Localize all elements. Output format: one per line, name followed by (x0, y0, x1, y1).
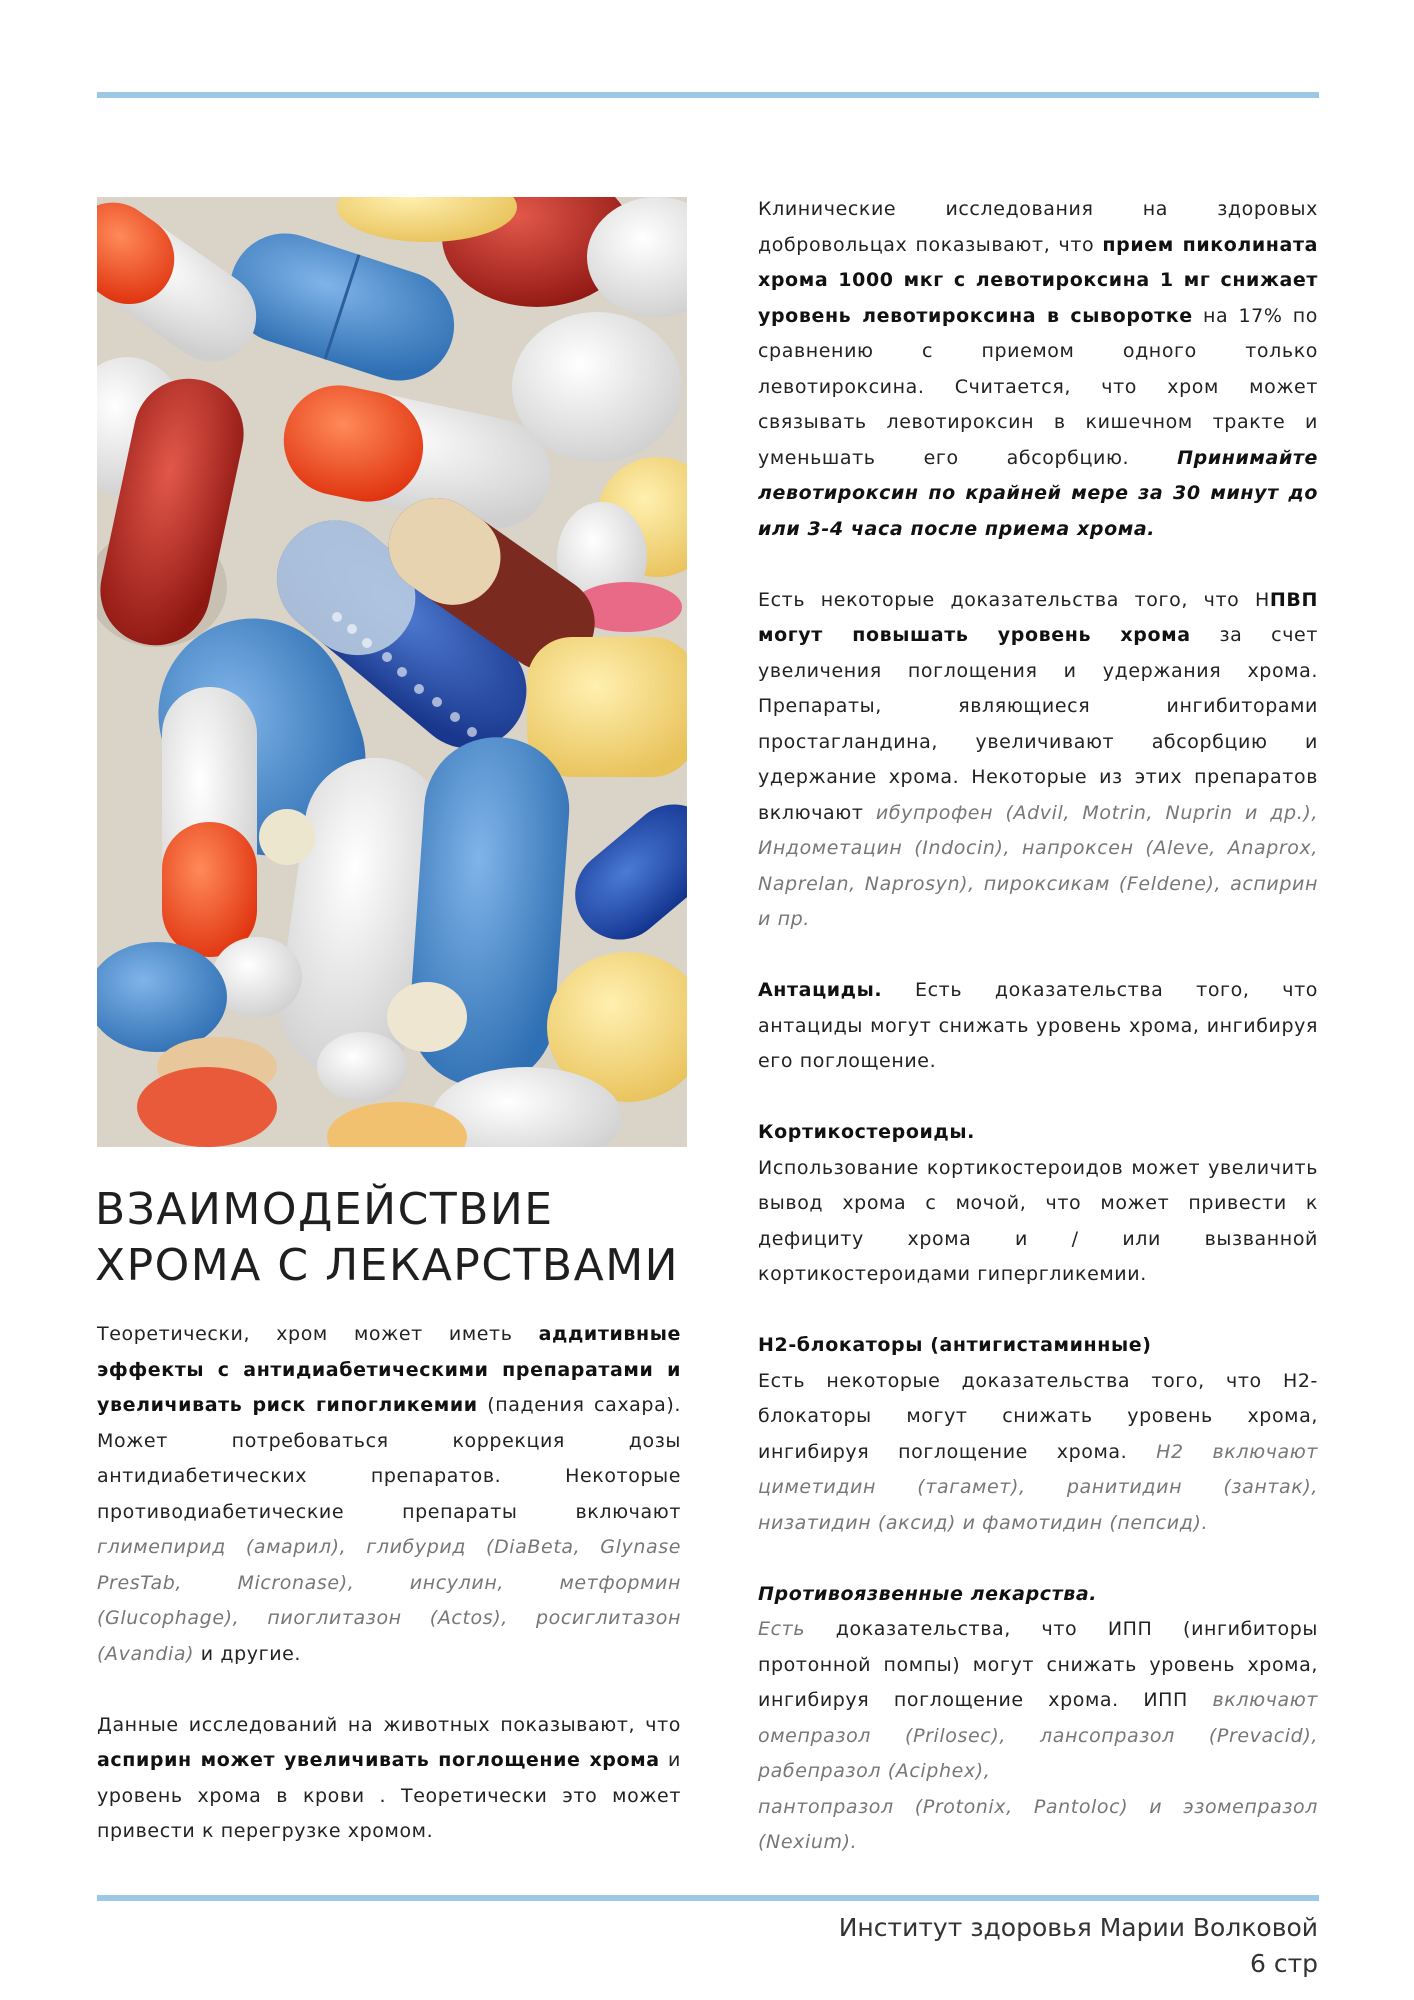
text: Теоретически, хром может иметь (97, 1323, 539, 1345)
heading-corticosteroids (758, 1115, 1318, 1151)
paragraph-antiulcer-cont (758, 1790, 1318, 1861)
right-column (758, 192, 1318, 1861)
paragraph-nsaids (758, 583, 1318, 938)
text: Клинические исследования на здоровых добровольцах показывают, что (758, 198, 1318, 256)
bold-text: прием пиколината хрома 1000 мкг с левотироксина 1 мг снижает уровень левотироксина в сыворотке (758, 233, 1318, 327)
left-column (97, 1317, 681, 1850)
drug-list: включают омепразол (Prilosec), лансопразол (Prevacid), рабепразол (Aciphex), (758, 1689, 1318, 1782)
paragraph-corticosteroids (758, 1151, 1318, 1293)
text: (падения сахара). Может потребоваться коррекция дозы антидиабетических препаратов. Некоторые противодиабетические препараты включают (97, 1394, 681, 1523)
title-line-2: ХРОМА С ЛЕКАРСТВАМИ (95, 1240, 680, 1291)
heading-h2-blockers (758, 1328, 1318, 1364)
bold-italic-text: Противоязвенные лекарства. (758, 1582, 1098, 1605)
heading-antiulcer (758, 1577, 1318, 1613)
paragraph-aspirin (97, 1708, 681, 1850)
page-footer (718, 1910, 1318, 1982)
top-divider (97, 92, 1319, 98)
drug-list: пантопразол (Protonix, Pantoloc) и эзомепразол (Nexium). (758, 1795, 1318, 1853)
paragraph-antidiabetic (97, 1317, 681, 1672)
bold-text: Антациды. (758, 979, 883, 1001)
bold-text: Кортикостероиды. (758, 1121, 975, 1143)
bold-text: аспирин может увеличивать поглощение хрома (97, 1749, 660, 1771)
drug-list: ибупрофен (Advil, Motrin, Nuprin и др.), Индометацин (Indocin), напроксен (Aleve, Anaprox, Naprelan, Naprosyn), пироксикам (Feldene), аспирин и пр. (758, 801, 1318, 930)
footer-institute: Институт здоровья Марии Волковой (838, 1913, 1318, 1942)
drug-list: Есть (758, 1618, 806, 1640)
text: Данные исследований на животных показывают, что (97, 1713, 681, 1736)
title-line-1: ВЗАИМОДЕЙСТВИЕ (95, 1184, 554, 1235)
text: за счет увеличения поглощения и удержания хрома. Препараты, являющиеся ингибиторами простагландина, увеличивают абсорбцию и удержание хрома. Некоторые из этих препаратов включают (758, 624, 1318, 824)
bold-text: ПВП могут повышать уровень хрома (758, 588, 1318, 646)
text: Есть некоторые доказательства того, что Н (758, 588, 1270, 611)
text: Есть доказательства того, что антациды могут снижать уровень хрома, ингибируя его поглощение. (758, 979, 1318, 1072)
page-number: 6 стр (1249, 1949, 1318, 1978)
bold-text: аддитивные эффекты с антидиабетическими препаратами и увеличивать риск гипогликемии (97, 1323, 681, 1416)
bold-text: Н2-блокаторы (антигистаминные) (758, 1334, 1152, 1356)
text: и уровень хрома в крови . Теоретически это может привести к перегрузке хромом. (97, 1749, 682, 1842)
text: Использование кортикостероидов может увеличить вывод хрома с мочой, что может привести к дефициту хрома и / или вызванной кортикостероидами гипергликемии. (758, 1156, 1318, 1285)
paragraph-antacids (758, 973, 1318, 1080)
text: Есть некоторые доказательства того, что Н2-блокаторы могут снижать уровень хрома, ингибируя поглощение хрома. (758, 1369, 1318, 1463)
paragraph-h2-blockers (758, 1364, 1318, 1542)
drug-list: Н2 включают циметидин (тагамет), ранитидин (зантак), низатидин (аксид) и фамотидин (пепсид). (758, 1440, 1318, 1534)
text: на 17% по сравнению с приемом одного только левотироксина. Считается, что хром может связывать левотироксин в кишечном тракте и уменьшать его абсорбцию. (758, 304, 1318, 469)
text: доказательства, что ИПП (ингибиторы протонной помпы) могут снижать уровень хрома, ингибируя поглощение хрома. ИПП (758, 1618, 1318, 1711)
page-title (95, 1182, 715, 1294)
paragraph-levothyroxine (758, 192, 1318, 547)
bottom-divider (97, 1895, 1319, 1901)
text: и другие. (194, 1642, 302, 1665)
bold-italic-text: Принимайте левотироксин по крайней мере за 30 минут до или 3-4 часа после приема хрома. (758, 446, 1318, 540)
drug-list: глимепирид (амарил), глибурид (DiaBeta, Glynase PresTab, Micronase), инсулин, метформин (Glucophage), пиоглитазон (Actos), росиглитазон (Avandia) (97, 1536, 681, 1665)
pills-photo (97, 197, 687, 1147)
paragraph-antiulcer (758, 1612, 1318, 1790)
